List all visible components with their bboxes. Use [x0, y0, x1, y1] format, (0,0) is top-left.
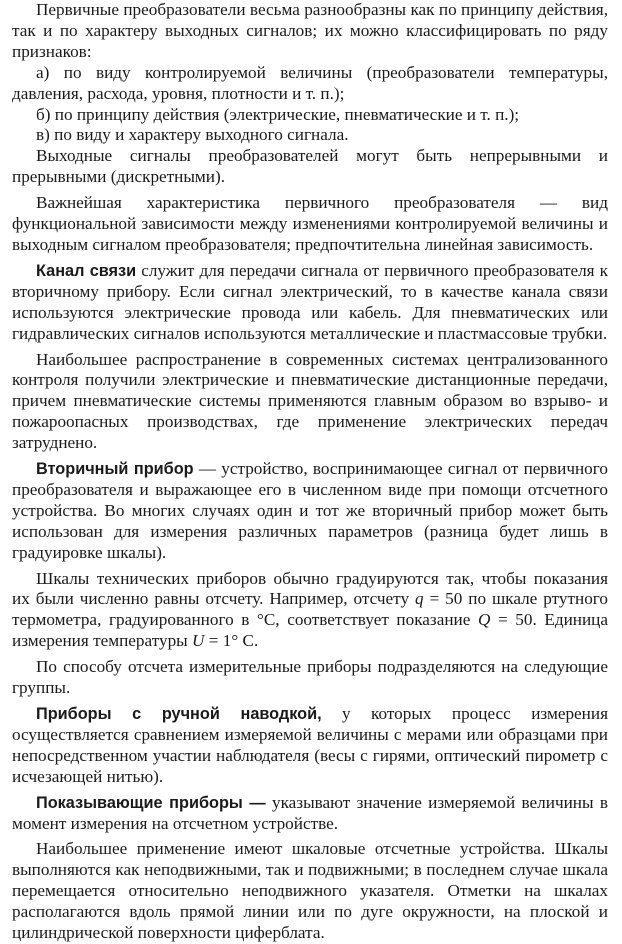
paragraph-transmissions — [12, 350, 608, 455]
term-secondary-device: Вторичный прибор — [36, 460, 194, 479]
classification-list — [12, 63, 608, 147]
paragraph-text: Шкалы технических приборов обычно градуируются так, чтобы показания их были численно равны отсчету. Например, отсчету — [12, 568, 608, 609]
list-item: б) по принципу действия (электрические, пневматические и т. п.); — [36, 104, 520, 124]
paragraph-text: Выходные сигналы преобразователей могут быть непрерывными и прерывными (дискретными). — [12, 146, 608, 187]
paragraph-text: = 50. Единица измерения температуры — [12, 610, 609, 651]
paragraph-main-characteristic — [12, 193, 608, 256]
variable-U: U — [192, 631, 205, 651]
paragraph-text: у которых процесс измерения осуществляется сравнением измеряемой величины с мерами или образцами при непосредственном участии наблюдателя (весы с гирями, оптический пирометр с исчезающей нитью). — [12, 704, 608, 786]
list-item: в) по виду и характеру выходного сигнала. — [36, 125, 349, 145]
paragraph-text: = 1° C. — [204, 631, 259, 651]
paragraph-text: = 50 по шкале ртутного термометра, градуированного в °C, соответствует показание — [12, 589, 608, 630]
paragraph-text: Первичные преобразователи весьма разнообразны как по принципу действия, так и по характеру выходных сигналов; их можно классифицировать по ряду признаков: — [12, 0, 608, 61]
paragraph-text: — устройство, воспринимающее сигнал от первичного преобразователя и выражающее его в численном виде при помощи отсчетного устройства. Во многих случаях один и тот же вторичный прибор может быть использован для измерения различных параметров (разница будет лишь в градуировке шкалы). — [12, 459, 608, 562]
paragraph-groups — [12, 657, 608, 699]
term-indicating-devices: Показывающие приборы — — [36, 793, 266, 812]
paragraph-channel — [12, 261, 608, 345]
paragraph-indicating-devices — [12, 793, 608, 835]
variable-q: q — [414, 589, 424, 609]
paragraph-text: Наибольшее применение имеют шкаловые отсчетные устройства. Шкалы выполняются как неподвижными, так и подвижными; в последнем случае шкала перемещается относительно неподвижного указателя. Отметки на шкалах располагаются вдоль прямой линии или по дуге окружности, на плоской и цилиндрической поверхности циферблата. — [12, 839, 608, 943]
paragraph-text: Наибольшее распространение в современных системах централизованного контроля получили электрические и пневматические дистанционные передачи, причем пневматические системы применяются главным образом во взрыво- и пожароопасных производствах, где применение электрических передач затруднено. — [12, 349, 608, 453]
variable-Q: Q — [477, 610, 491, 630]
paragraph-text: указывают значение измеряемой величины в момент измерения на отсчетном устройстве. — [12, 792, 608, 833]
paragraph-text: По способу отсчета измерительные приборы подразделяются на следующие группы. — [12, 657, 608, 698]
list-item: а) по виду контролируемой величины (преобразователи температуры, давления, расхода, уровня, плотности и т. п.); — [12, 62, 608, 103]
paragraph-text: Важнейшая характеристика первичного преобразователя — вид функциональной зависимости между изменениями контролируемой величины и выходным сигналом преобразователя; предпочтительна линейная зависимость. — [12, 193, 608, 254]
paragraph-secondary-device — [12, 459, 608, 564]
paragraph-text: служит для передачи сигнала от первичного преобразователя к вторичному прибору. Если сигнал электрический, то в качестве канала связи используются электрические провода или кабель. Для пневматических или гидравлических сигналов используются металлические и пластмассовые трубки. — [12, 260, 608, 343]
paragraph-scales — [12, 569, 608, 653]
paragraph-intro — [12, 0, 608, 63]
paragraph-manual-devices — [12, 704, 608, 788]
term-channel: Канал связи — [36, 261, 137, 280]
paragraph-output-signals — [12, 146, 608, 188]
term-manual-devices: Приборы с ручной наводкой, — [36, 705, 322, 723]
paragraph-scale-devices — [12, 839, 608, 944]
